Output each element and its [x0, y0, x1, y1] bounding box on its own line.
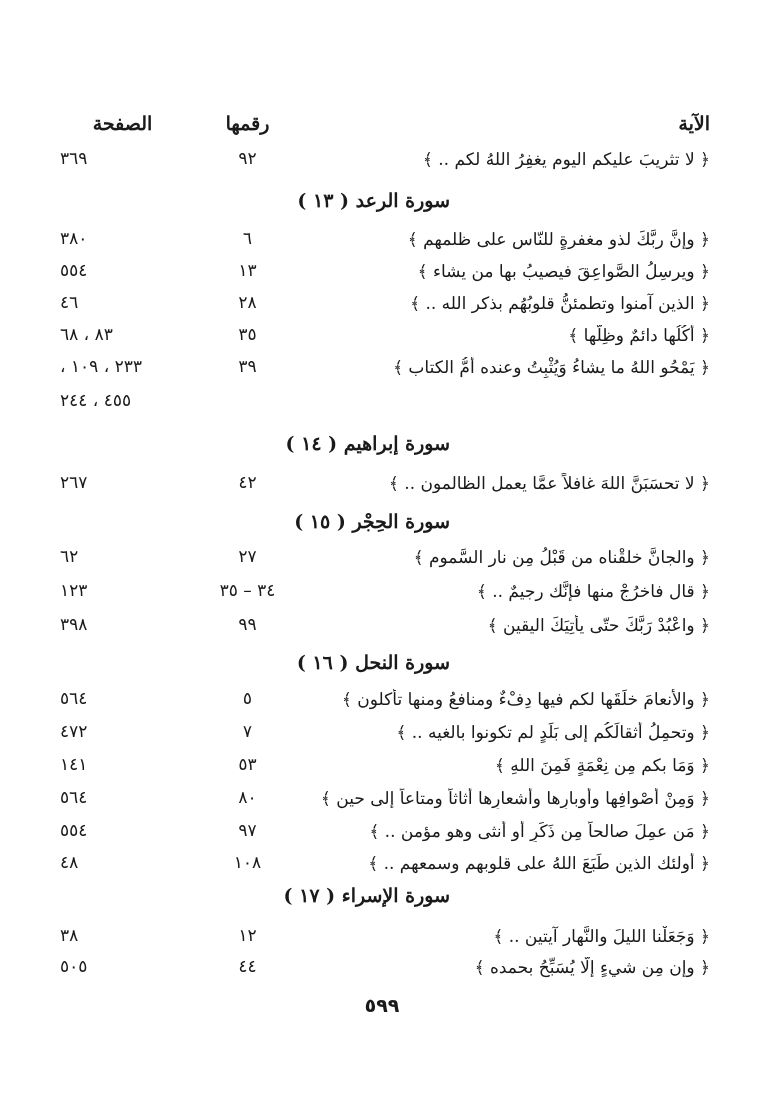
- surah-title: سورة الإسراء ( ١٧ ): [283, 885, 450, 907]
- verse-number: ٩٩: [238, 615, 257, 635]
- table-row: [60, 615, 710, 645]
- page-ref: ٨٣ ، ٦٨: [60, 325, 113, 345]
- verse-number: ١٠٨: [233, 853, 262, 873]
- surah-heading: [60, 433, 710, 465]
- verse-text: ﴿ والأنعامَ خلَقَها لكم فيها دِفْءٌ ومنافعُ ومنها تأكلون ﴾: [341, 690, 710, 710]
- verse-number: ٣٤ – ٣٥: [219, 581, 276, 601]
- surah-heading: [60, 652, 710, 684]
- verse-number: ١٣: [238, 261, 257, 281]
- verse-number: ٦: [242, 229, 253, 249]
- table-row: [60, 547, 710, 577]
- verse-text: ﴿ وإنَّ ربَّكَ لذو مغفرةٍ للنّاس على ظلمهم ﴾: [407, 230, 710, 250]
- page-ref: ١٤١: [60, 755, 88, 775]
- table-row: [60, 261, 710, 291]
- page-ref: ٤٦: [60, 293, 79, 313]
- page-ref: ٥٥٤: [60, 261, 88, 281]
- verse-text: ﴿ ويرسِلُ الصَّواعِقَ فيصيبُ بها من يشاء ﴾: [417, 262, 710, 282]
- table-row: [60, 473, 710, 503]
- verse-text: ﴿ وإن مِن شيءٍ إلّا يُسَبِّحُ بحمده ﴾: [474, 958, 710, 978]
- page-ref: ٣٨٠: [60, 229, 88, 249]
- table-row: [60, 755, 710, 785]
- verse-number: ٤٢: [238, 473, 257, 493]
- page-ref: ٦٢: [60, 547, 79, 567]
- table-row: [60, 689, 710, 719]
- page-ref: ٣٨: [60, 926, 79, 946]
- verse-text: ﴿ وَمِنْ أَصْوافِها وأوبارِها وأشعارِها أثاثاً ومتاعاً إلى حين ﴾: [320, 789, 710, 809]
- verse-number: ٩٧: [238, 821, 257, 841]
- table-row: [60, 853, 710, 883]
- surah-title: سورة النحل ( ١٦ ): [296, 652, 450, 674]
- verse-number: ٣٥: [238, 325, 257, 345]
- verse-text: ﴿ والجانَّ خلقْناه من قَبْلُ مِن نار السَّموم ﴾: [413, 548, 710, 568]
- verse-number: ٤٤: [238, 957, 257, 977]
- verse-text: ﴿ أولئك الذين طَبَعَ اللهُ على قلوبهم وسمعهم .. ﴾: [368, 854, 710, 874]
- header-number: رقمها: [225, 113, 270, 135]
- table-row: [60, 229, 710, 259]
- verse-text: ﴿ وَجَعَلْنا الليلَ والنَّهار آيتين .. ﴾: [493, 927, 710, 947]
- surah-title: سورة إبراهيم ( ١٤ ): [285, 433, 450, 455]
- verse-text: ﴿ أُكُلُها دائمٌ وظِلُّها ﴾: [568, 326, 710, 346]
- table-row: [60, 325, 710, 355]
- table-row: [60, 391, 710, 421]
- table-row: [60, 788, 710, 818]
- table-row: [60, 821, 710, 851]
- page-ref: ٣٦٩: [60, 149, 88, 169]
- page-ref: ٤٧٢: [60, 722, 88, 742]
- verse-text: ﴿ لا تثريبَ عليكم اليوم يغفِرُ اللهُ لكم .. ﴾: [422, 150, 710, 170]
- page-ref: ٢٣٣ ، ١٠٩ ،: [60, 357, 142, 377]
- page-ref: ١٢٣: [60, 581, 88, 601]
- page-ref: ٥٦٤: [60, 689, 88, 709]
- table-row: [60, 149, 710, 179]
- verse-text: ﴿ واعْبُدْ رَبَّكَ حتّى يأتِيَكَ اليقين ﴾: [487, 616, 710, 636]
- header-page: الصفحة: [92, 113, 153, 135]
- table-row: [60, 926, 710, 956]
- verse-number: ٢٨: [238, 293, 257, 313]
- verse-number: ٩٢: [238, 149, 257, 169]
- verse-text: ﴿ مَن عمِلَ صالحاً مِن ذَكَرٍ أو أنثى وهو مؤمن .. ﴾: [369, 822, 710, 842]
- page-ref: ٤٨: [60, 853, 79, 873]
- page-ref: ٢٦٧: [60, 473, 88, 493]
- verse-text: ﴿ يَمْحُو اللهُ ما يشاءُ وَيُثْبِتُ وعنده أُمُّ الكتاب ﴾: [393, 358, 710, 378]
- surah-heading: [60, 885, 710, 917]
- verse-number: ١٢: [238, 926, 257, 946]
- surah-title: سورة الرعد ( ١٣ ): [297, 190, 450, 212]
- verse-number: ٧: [242, 722, 253, 742]
- verse-number: ٨٠: [238, 788, 257, 808]
- verse-text: ﴿ وتحمِلُ أثقالَكُم إلى بَلَدٍ لم تكونوا بالغيه .. ﴾: [396, 723, 710, 743]
- page-ref: ٥٠٥: [60, 957, 88, 977]
- verse-text: ﴿ وَمَا بكم مِن نِعْمَةٍ فَمِنَ اللهِ ﴾: [494, 756, 710, 776]
- table-row: [60, 722, 710, 752]
- verse-text: ﴿ الذين آمنوا وتطمئنُّ قلوبُهُم بذكر الله .. ﴾: [410, 294, 710, 314]
- table-row: [60, 357, 710, 387]
- page-number: ٥٩٩: [364, 995, 400, 1017]
- page-ref: ٤٥٥ ، ٢٤٤: [60, 391, 132, 411]
- verse-text: ﴿ لا تحسَبَنَّ اللهَ غافلاً عمَّا يعمل الظالمون .. ﴾: [388, 474, 710, 494]
- page-ref: ٣٩٨: [60, 615, 88, 635]
- page-ref: ٥٦٤: [60, 788, 88, 808]
- surah-heading: [60, 190, 710, 222]
- verse-number: ٣٩: [238, 357, 257, 377]
- verse-number: ٥٣: [238, 755, 257, 775]
- surah-heading: [60, 511, 710, 543]
- page-ref: ٥٥٤: [60, 821, 88, 841]
- surah-title: سورة الحِجْر ( ١٥ ): [294, 511, 450, 533]
- verse-number: ٢٧: [238, 547, 257, 567]
- table-header: [60, 113, 710, 143]
- verse-number: ٥: [242, 689, 253, 709]
- table-row: [60, 957, 710, 987]
- verse-text: ﴿ قال فاخرُجْ منها فإنَّك رجيمٌ .. ﴾: [476, 582, 710, 602]
- table-row: [60, 293, 710, 323]
- header-verse: الآية: [678, 113, 710, 135]
- table-row: [60, 581, 710, 611]
